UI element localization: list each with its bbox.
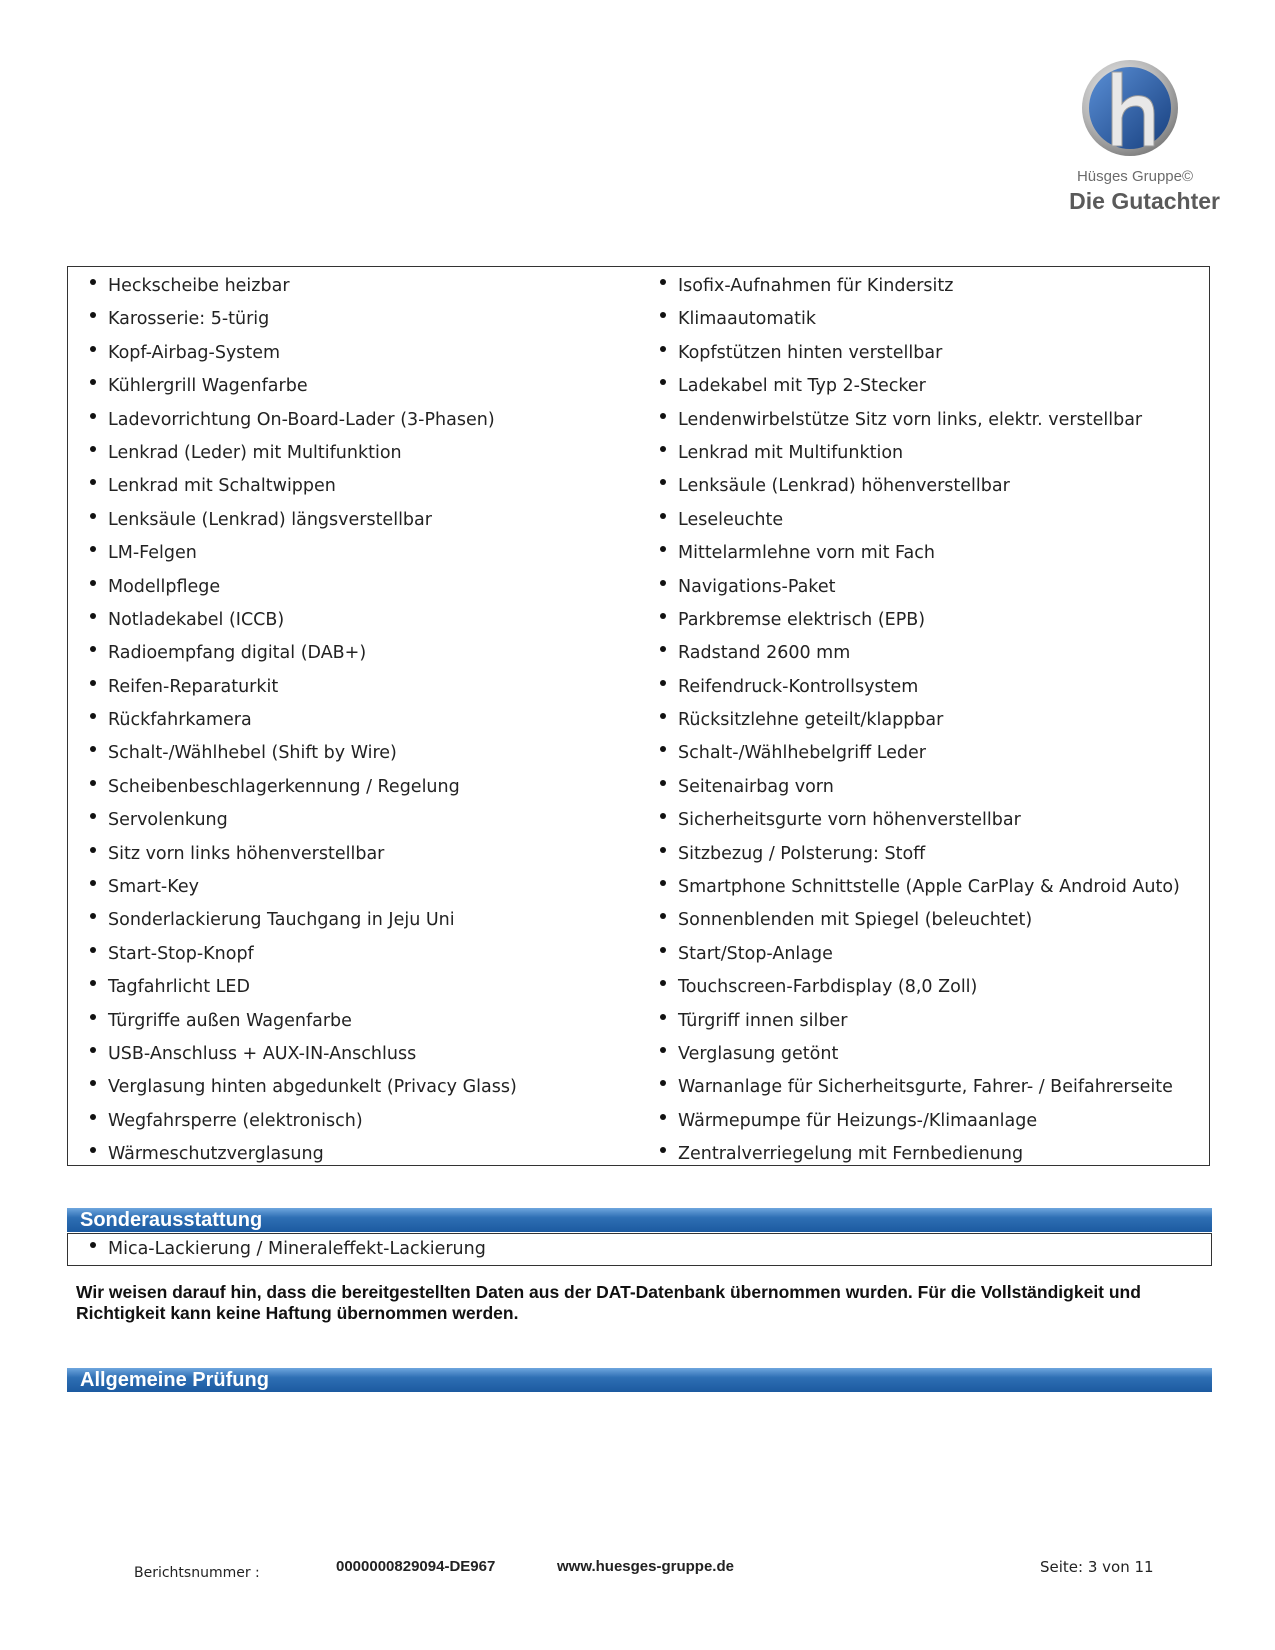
list-item <box>88 440 628 473</box>
list-item <box>658 1041 1203 1074</box>
list-item <box>658 874 1203 907</box>
list-item-label: Heckscheibe heizbar <box>108 276 290 296</box>
list-item-label: Modellpflege <box>108 576 221 597</box>
bullet-icon <box>660 1114 666 1120</box>
bullet-icon <box>660 713 666 719</box>
report-number: 0000000829094-DE967 <box>336 1558 496 1575</box>
bullet-icon <box>90 312 96 318</box>
page-number: Seite: 3 von 11 <box>1040 1558 1154 1576</box>
list-item-label: Lenkrad mit Multifunktion <box>678 442 904 463</box>
list-item-label: Rücksitzlehne geteilt/klappbar <box>678 710 944 731</box>
bullet-icon <box>660 312 666 318</box>
bullet-icon <box>90 947 96 953</box>
list-item <box>88 974 628 1007</box>
list-item <box>658 407 1203 440</box>
bullet-icon <box>660 1080 666 1086</box>
bullet-icon <box>90 746 96 752</box>
bullet-icon <box>660 947 666 953</box>
bullet-icon <box>660 680 666 686</box>
list-item-label: Karosserie: 5-türig <box>108 309 270 330</box>
logo-group-name: Hüsges Gruppe© <box>1076 168 1194 185</box>
list-item <box>658 574 1203 607</box>
bullet-icon <box>90 479 96 485</box>
list-item-label: Ladevorrichtung On-Board-Lader (3-Phasen) <box>108 409 495 430</box>
section-header-general-check: Allgemeine Prüfung <box>67 1368 1212 1392</box>
list-item-label: Reifen-Reparaturkit <box>108 676 279 697</box>
bullet-icon <box>90 847 96 853</box>
bullet-icon <box>90 980 96 986</box>
bullet-icon <box>90 513 96 519</box>
list-item <box>658 540 1203 573</box>
bullet-icon <box>660 746 666 752</box>
list-item-label: Servolenkung <box>108 810 228 831</box>
bullet-icon <box>660 379 666 385</box>
list-item <box>658 373 1203 406</box>
list-item <box>658 440 1203 473</box>
list-item-label: Kopf-Airbag-System <box>108 342 281 363</box>
list-item-label: Sonnenblenden mit Spiegel (beleuchtet) <box>678 910 1033 931</box>
list-item-label: Sicherheitsgurte vorn höhenverstellbar <box>678 810 1021 831</box>
list-item-label: Leseleuchte <box>678 509 784 530</box>
list-item-label: Kopfstützen hinten verstellbar <box>678 342 943 363</box>
list-item-label: Navigations-Paket <box>678 576 836 597</box>
bullet-icon <box>660 847 666 853</box>
list-item <box>88 907 628 940</box>
list-item-label: Start/Stop-Anlage <box>678 943 833 964</box>
bullet-icon <box>90 379 96 385</box>
list-item-label: Sonderlackierung Tauchgang in Jeju Uni <box>108 910 455 931</box>
bullet-icon <box>660 479 666 485</box>
list-item-label: LM-Felgen <box>108 543 197 564</box>
bullet-icon <box>660 1147 666 1153</box>
list-item-label: Mica-Lackierung / Mineraleffekt-Lackierung <box>108 1239 486 1259</box>
list-item-label: Klimaautomatik <box>678 309 816 330</box>
list-item <box>88 807 628 840</box>
list-item-label: Schalt-/Wählhebelgriff Leder <box>678 743 926 764</box>
bullet-icon <box>90 1014 96 1020</box>
list-item <box>88 540 628 573</box>
list-item-label: Radstand 2600 mm <box>678 643 851 664</box>
bullet-icon <box>660 1047 666 1053</box>
bullet-icon <box>660 980 666 986</box>
list-item <box>658 607 1203 640</box>
list-item <box>88 306 628 339</box>
bullet-icon <box>660 413 666 419</box>
website-link[interactable]: www.huesges-gruppe.de <box>557 1558 734 1575</box>
list-item <box>88 1074 628 1107</box>
disclaimer-text: Wir weisen darauf hin, dass die bereitgestellten Daten aus der DAT-Datenbank übernommen wurden. Für die Vollständigkeit und Richtigkeit kann keine Haftung übernommen werden. <box>76 1282 1141 1323</box>
list-item <box>88 507 628 540</box>
list-item <box>658 640 1203 673</box>
list-item <box>88 1141 628 1174</box>
list-item <box>88 674 628 707</box>
bullet-icon <box>90 713 96 719</box>
bullet-icon <box>90 913 96 919</box>
list-item-label: Türgriff innen silber <box>678 1010 848 1031</box>
bullet-icon <box>90 613 96 619</box>
list-item <box>88 373 628 406</box>
list-item-label: Wegfahrsperre (elektronisch) <box>108 1110 363 1131</box>
bullet-icon <box>660 279 666 285</box>
list-item <box>88 1108 628 1141</box>
list-item-label: Lendenwirbelstütze Sitz vorn links, elektr. verstellbar <box>678 409 1143 430</box>
bullet-icon <box>660 613 666 619</box>
list-item <box>88 774 628 807</box>
list-item <box>658 1141 1203 1174</box>
list-item-label: Radioempfang digital (DAB+) <box>108 643 367 664</box>
bullet-icon <box>660 346 666 352</box>
bullet-icon <box>90 346 96 352</box>
equipment-list <box>67 266 1210 1166</box>
list-item <box>658 941 1203 974</box>
list-item-label: Smart-Key <box>108 877 199 898</box>
list-item-label: Tagfahrlicht LED <box>108 977 250 998</box>
bullet-icon <box>90 1080 96 1086</box>
list-item <box>658 507 1203 540</box>
list-item-label: Zentralverriegelung mit Fernbedienung <box>678 1144 1024 1165</box>
list-item-label: Touchscreen-Farbdisplay (8,0 Zoll) <box>678 977 978 998</box>
bullet-icon <box>660 513 666 519</box>
list-item-label: Reifendruck-Kontrollsystem <box>678 676 919 697</box>
list-item-label: Lenksäule (Lenkrad) längsverstellbar <box>108 509 432 530</box>
bullet-icon <box>90 1147 96 1153</box>
bullet-icon <box>90 413 96 419</box>
list-item <box>88 707 628 740</box>
list-item-label: Sitzbezug / Polsterung: Stoff <box>678 843 926 864</box>
list-item-label: Sitz vorn links höhenverstellbar <box>108 843 385 864</box>
bullet-icon <box>90 1114 96 1120</box>
list-item-label: Ladekabel mit Typ 2-Stecker <box>678 376 926 397</box>
section-header-special-equipment: Sonderausstattung <box>67 1208 1212 1232</box>
list-item <box>88 874 628 907</box>
list-item <box>88 1008 628 1041</box>
list-item <box>88 473 628 506</box>
list-item-label: Notladekabel (ICCB) <box>108 609 285 630</box>
list-item <box>88 841 628 874</box>
list-item-label: Scheibenbeschlagerkennung / Regelung <box>108 776 460 797</box>
list-item-label: Isofix-Aufnahmen für Kindersitz <box>678 276 954 296</box>
list-item-label: Verglasung hinten abgedunkelt (Privacy Glass) <box>108 1077 517 1098</box>
equipment-column-right <box>658 273 1203 1175</box>
list-item-label: Lenksäule (Lenkrad) höhenverstellbar <box>678 476 1010 497</box>
list-item-label: Lenkrad (Leder) mit Multifunktion <box>108 442 402 463</box>
bullet-icon <box>660 546 666 552</box>
bullet-icon <box>660 913 666 919</box>
equipment-column-left <box>88 273 628 1175</box>
bullet-icon <box>90 780 96 786</box>
list-item-label: Kühlergrill Wagenfarbe <box>108 376 308 397</box>
list-item <box>658 807 1203 840</box>
list-item-label: Warnanlage für Sicherheitsgurte, Fahrer- / Beifahrerseite <box>678 1077 1173 1098</box>
list-item-label: Türgriffe außen Wagenfarbe <box>108 1010 352 1031</box>
list-item <box>88 1041 628 1074</box>
list-item-label: Lenkrad mit Schaltwippen <box>108 476 336 497</box>
list-item <box>658 273 1203 306</box>
bullet-icon <box>90 813 96 819</box>
list-item-label: Parkbremse elektrisch (EPB) <box>678 609 926 630</box>
bullet-icon <box>660 646 666 652</box>
bullet-icon <box>660 446 666 452</box>
logo-tagline: Die Gutachter <box>1069 188 1220 214</box>
list-item <box>88 340 628 373</box>
list-item-label: Start-Stop-Knopf <box>108 943 254 964</box>
list-item-label: Verglasung getönt <box>678 1043 839 1064</box>
list-item <box>88 407 628 440</box>
list-item <box>88 607 628 640</box>
bullet-icon <box>90 680 96 686</box>
list-item <box>658 774 1203 807</box>
list-item <box>658 473 1203 506</box>
list-item <box>658 1074 1203 1107</box>
special-equipment-list <box>67 1233 1212 1266</box>
list-item <box>658 974 1203 1007</box>
list-item <box>88 740 628 773</box>
list-item-label: Schalt-/Wählhebel (Shift by Wire) <box>108 743 397 764</box>
list-item <box>658 1008 1203 1041</box>
list-item <box>88 941 628 974</box>
bullet-icon <box>90 580 96 586</box>
list-item-label: USB-Anschluss + AUX-IN-Anschluss <box>108 1043 417 1064</box>
list-item <box>658 306 1203 339</box>
bullet-icon <box>90 446 96 452</box>
report-number-label: Berichtsnummer : <box>134 1565 260 1581</box>
bullet-icon <box>90 1047 96 1053</box>
bullet-icon <box>90 880 96 886</box>
list-item <box>88 640 628 673</box>
list-item-label: Mittelarmlehne vorn mit Fach <box>678 543 935 564</box>
list-item-label: Seitenairbag vorn <box>678 776 834 797</box>
list-item <box>88 1236 486 1269</box>
bullet-icon <box>660 813 666 819</box>
list-item-label: Rückfahrkamera <box>108 710 252 731</box>
list-item <box>658 1108 1203 1141</box>
list-item <box>658 340 1203 373</box>
bullet-icon <box>90 646 96 652</box>
bullet-icon <box>660 580 666 586</box>
bullet-icon <box>90 546 96 552</box>
list-item <box>88 574 628 607</box>
list-item <box>658 707 1203 740</box>
bullet-icon <box>660 1014 666 1020</box>
list-item <box>658 841 1203 874</box>
list-item-label: Wärmepumpe für Heizungs-/Klimaanlage <box>678 1110 1038 1131</box>
list-item-label: Smartphone Schnittstelle (Apple CarPlay & Android Auto) <box>678 877 1180 898</box>
bullet-icon <box>90 279 96 285</box>
bullet-icon <box>90 1242 96 1248</box>
list-item <box>88 273 628 306</box>
list-item <box>658 907 1203 940</box>
list-item-label: Wärmeschutzverglasung <box>108 1144 324 1165</box>
list-item <box>658 740 1203 773</box>
bullet-icon <box>660 880 666 886</box>
bullet-icon <box>660 780 666 786</box>
list-item <box>658 674 1203 707</box>
